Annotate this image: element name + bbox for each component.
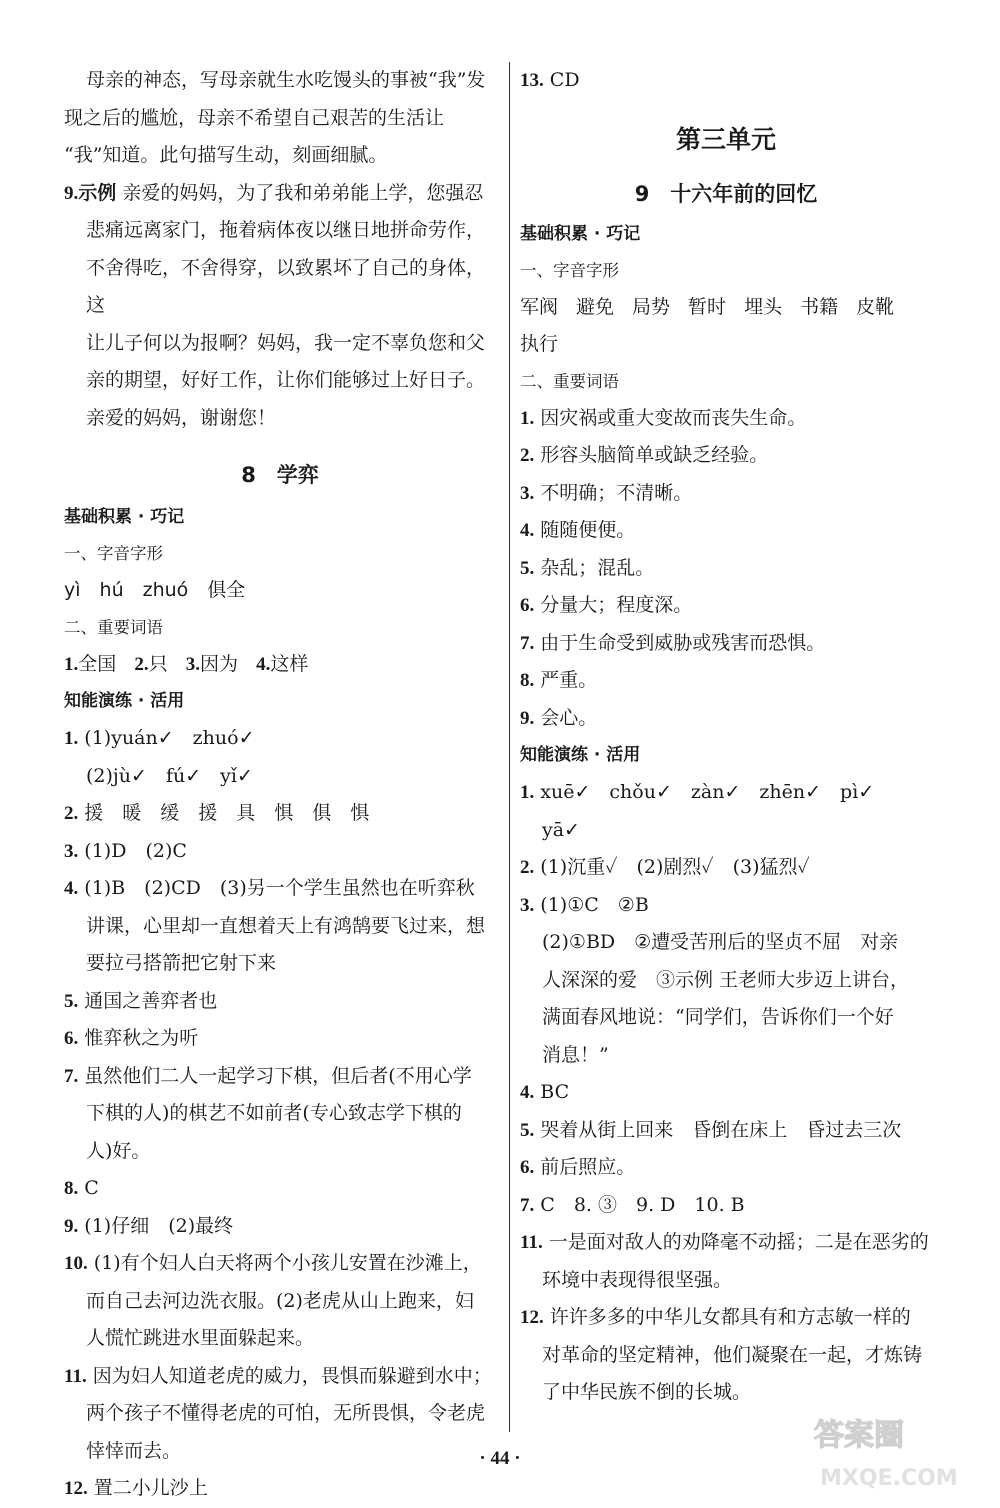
answer-text: 前后照应。 — [540, 1156, 636, 1178]
answer-line — [64, 1170, 496, 1208]
answer-line — [520, 812, 932, 850]
item-number: 2. — [520, 445, 535, 466]
word: 皮靴 — [856, 295, 895, 318]
left-column — [64, 62, 496, 1508]
answer-line: 亲爱的妈妈，谢谢您！ — [86, 406, 277, 429]
vocabulary-answers — [64, 646, 496, 684]
answer-text: (2)①BD ②遭受苦刑后的坚贞不屈 对亲 — [542, 931, 899, 953]
answer-text: 由于生命受到威胁或残害而恐惧。 — [540, 631, 826, 654]
item-number: 7. — [64, 1065, 79, 1087]
answer-line — [520, 437, 932, 475]
answer-text: 惟弈秋之为听 — [84, 1027, 199, 1049]
answer-text: 悻悻而去。 — [86, 1439, 182, 1462]
item-number: 7. — [520, 632, 535, 654]
column-divider — [509, 62, 510, 1432]
answer-text: 下棋的人)的棋艺不如前者(专心致志学下棋的 — [86, 1102, 462, 1124]
pinyin-answer: yì hú zhuó 俱全 — [64, 579, 246, 601]
answer-line — [64, 1020, 496, 1058]
answer-text: CD — [549, 69, 580, 91]
answer-line — [520, 887, 932, 925]
answer-text: 通国之善弈者也 — [84, 989, 218, 1012]
answer-cont-line: 现之后的尴尬，母亲不希望自己艰苦的生活让 — [64, 106, 445, 129]
answer-text: 环境中表现得很坚强。 — [542, 1268, 733, 1291]
answer-line — [64, 1283, 496, 1321]
answer-line — [64, 908, 496, 946]
word: 军阀 — [520, 295, 559, 318]
section-basic-heading: 基础积累 · 巧记 — [64, 507, 185, 527]
answer-line — [64, 1320, 496, 1358]
word: 书籍 — [800, 295, 839, 318]
answer-line — [520, 774, 932, 812]
answer-text: 因为妇人知道老虎的威力，畏惧而躲避到水中； — [92, 1364, 492, 1387]
answer-text: 严重。 — [540, 669, 598, 691]
answer-text: 了中华民族不倒的长城。 — [542, 1381, 752, 1403]
answer-line — [520, 1337, 932, 1375]
answer-line — [64, 720, 496, 758]
answer-line — [520, 1224, 932, 1262]
answer-text: 置二小儿沙上 — [93, 1477, 208, 1499]
answer-text: 一是面对敌人的劝降毫不动摇；二是在恶劣的 — [548, 1231, 929, 1253]
answer-text: 杂乱；混乱。 — [540, 556, 655, 579]
left-practice-list — [64, 720, 496, 1508]
word: 因为 — [200, 652, 239, 675]
watermark-logo — [806, 1411, 982, 1495]
answer-line — [520, 587, 932, 625]
item-number: 5. — [520, 1119, 535, 1141]
item-number: 8. — [64, 1178, 79, 1199]
item-number: 12. — [64, 1478, 88, 1499]
item-number: 3. — [520, 894, 535, 916]
answer-line — [520, 550, 932, 588]
answer-line — [64, 983, 496, 1021]
item-number: 11. — [520, 1232, 543, 1253]
item-number: 2. — [64, 803, 79, 824]
item-number: 11. — [64, 1365, 87, 1387]
answer-text: 会心。 — [540, 706, 598, 729]
item-number: 2. — [134, 653, 149, 675]
answer-text: (1)D (2)C — [84, 839, 187, 862]
answer-text: 哭着从街上回来 昏倒在床上 昏过去三次 — [540, 1118, 902, 1141]
item-number: 4. — [256, 653, 271, 675]
item-number: 3. — [64, 840, 79, 862]
subsection-vocabulary: 二、重要词语 — [520, 371, 619, 391]
subsection-vocabulary: 二、重要词语 — [64, 617, 163, 637]
answer-line — [520, 400, 932, 438]
unit-title: 第三单元 — [675, 124, 776, 154]
answer-text: (1)有个妇人白天将两个小孩儿安置在沙滩上， — [93, 1252, 482, 1274]
page-number: · 44 · — [479, 1448, 521, 1469]
answer-line — [64, 1133, 496, 1171]
answer-item-9 — [64, 175, 496, 213]
word: 局势 — [632, 295, 671, 318]
answer-line — [520, 475, 932, 513]
item-number: 6. — [520, 595, 535, 616]
answer-line — [520, 662, 932, 700]
answer-text: yā✓ — [542, 818, 580, 841]
answer-text: 形容头脑简单或缺乏经验。 — [540, 444, 769, 466]
answer-text: (2)jù✓ fú✓ yǐ✓ — [86, 764, 253, 787]
item-number: 9. — [64, 182, 79, 204]
right-column — [520, 62, 932, 1412]
answer-text: (1)①C ②B — [540, 893, 649, 916]
answer-text: 人深深的爱 ③示例 王老师大步迈上讲台， — [542, 968, 910, 991]
answer-line — [520, 962, 932, 1000]
answer-line — [64, 1470, 496, 1508]
section-practice-heading: 知能演练 · 活用 — [520, 745, 641, 765]
answer-text: C — [84, 1177, 99, 1199]
answer-line — [520, 1187, 932, 1225]
subsection-pronunciation: 一、字音字形 — [64, 544, 163, 563]
answer-text: 随随便便。 — [540, 519, 636, 541]
item-number: 3. — [520, 482, 535, 504]
answer-text: 许许多多的中华儿女都具有和方志敏一样的 — [549, 1306, 911, 1328]
word-list-cont: 执行 — [520, 333, 559, 355]
item-number: 8. — [520, 670, 535, 691]
answer-line: 亲的期望，好好工作，让你们能够过上好日子。 — [86, 369, 486, 391]
answer-text: 满面春风地说：“同学们，告诉你们一个好 — [542, 1006, 894, 1028]
answer-text: 虽然他们二人一起学习下棋，但后者(不用心学 — [84, 1064, 472, 1087]
answer-line — [64, 1208, 496, 1246]
answer-text: (1)yuán✓ zhuó✓ — [84, 727, 255, 749]
answer-text: (1)仔细 (2)最终 — [84, 1214, 234, 1237]
word-list — [520, 289, 932, 327]
word: 全国 — [78, 652, 117, 675]
answer-line — [64, 945, 496, 983]
answer-line — [64, 795, 496, 833]
answer-line — [520, 1149, 932, 1187]
answer-text: 不明确；不清晰。 — [540, 481, 693, 504]
answer-text: 讲课，心里却一直想着天上有鸿鹄要飞过来，想 — [86, 914, 486, 937]
lesson-8-title: 8 学弈 — [241, 463, 319, 487]
answer-cont-line: “我”知道。此句描写生动，刻画细腻。 — [64, 144, 388, 166]
item-number: 4. — [64, 878, 79, 899]
answer-text: (1)沉重✓ (2)剧烈✓ (3)猛烈✓ — [540, 856, 810, 878]
item-number: 6. — [64, 1028, 79, 1049]
answer-line — [520, 1262, 932, 1300]
item-number: 1. — [64, 728, 79, 749]
answer-text: xuē✓ chǒu✓ zàn✓ zhēn✓ pì✓ — [540, 781, 875, 803]
answer-line — [64, 1395, 496, 1433]
item-number: 4. — [520, 1082, 535, 1103]
example-label: 示例 — [78, 181, 117, 204]
answer-text: 亲爱的妈妈，为了我和弟弟能上学，您强忍 — [122, 181, 484, 204]
answer-text: 要拉弓搭箭把它射下来 — [86, 952, 277, 974]
item-number: 5. — [520, 557, 535, 579]
watermark-text: 答案圈 — [814, 1418, 904, 1453]
definition-list — [520, 400, 932, 738]
word: 埋头 — [744, 295, 783, 318]
answer-text: 而自己去河边洗衣服。(2)老虎从山上跑来，妇 — [86, 1289, 474, 1312]
answer-text: 对革命的坚定精神，他们凝聚在一起，才炼铸 — [542, 1343, 923, 1366]
answer-text: 因灾祸或重大变故而丧失生命。 — [540, 406, 807, 429]
answer-text: 分量大；程度深。 — [540, 594, 693, 616]
answer-cont-line: 母亲的神态，写母亲就生水吃馒头的事被“我”发 — [86, 69, 486, 91]
answer-line — [520, 1037, 932, 1075]
answer-text: 人慌忙跳进水里面躲起来。 — [86, 1327, 315, 1349]
word: 只 — [148, 652, 168, 675]
answer-text: 消息！” — [542, 1043, 609, 1066]
word: 暂时 — [688, 295, 727, 318]
answer-line: 悲痛远离家门，拖着病体夜以继日地拼命劳作， — [86, 219, 486, 241]
item-number: 7. — [520, 1194, 535, 1216]
answer-line: 不舍得吃，不舍得穿，以致累坏了自己的身体，这 — [86, 256, 486, 316]
item-number: 12. — [520, 1307, 544, 1328]
answer-line — [520, 700, 932, 738]
answer-text: C 8. ③ 9. D 10. B — [540, 1193, 745, 1216]
answer-text: BC — [540, 1081, 570, 1103]
answer-item-13 — [520, 62, 932, 100]
item-number: 9. — [64, 1215, 79, 1237]
answer-line: 让儿子何以为报啊？妈妈，我一定不辜负您和父 — [86, 331, 486, 354]
section-basic-heading: 基础积累 · 巧记 — [520, 223, 641, 244]
item-number: 1. — [520, 407, 535, 429]
item-number: 1. — [64, 653, 79, 675]
answer-text: (1)B (2)CD (3)另一个学生虽然也在听弈秋 — [84, 877, 475, 899]
answer-line — [64, 1058, 496, 1096]
answer-line — [520, 1299, 932, 1337]
answer-line — [64, 833, 496, 871]
item-number: 6. — [520, 1157, 535, 1178]
answer-text: 人)好。 — [86, 1139, 151, 1162]
answer-line — [64, 1358, 496, 1396]
item-number: 13. — [520, 70, 544, 91]
watermark-url: MXQE.COM — [820, 1466, 958, 1491]
answer-line — [520, 1112, 932, 1150]
lesson-9-title: 9 十六年前的回忆 — [634, 181, 818, 206]
section-practice-heading: 知能演练 · 活用 — [64, 691, 185, 711]
answer-line — [64, 1245, 496, 1283]
answer-line — [520, 1074, 932, 1112]
answer-text: 两个孩子不懂得老虎的可怕，无所畏惧，令老虎 — [86, 1402, 486, 1424]
answer-line — [520, 924, 932, 962]
word: 避免 — [576, 295, 615, 318]
right-practice-list — [520, 774, 932, 1412]
answer-line — [64, 758, 496, 796]
item-number: 5. — [64, 990, 79, 1012]
answer-line — [520, 1374, 932, 1412]
item-number: 4. — [520, 520, 535, 541]
item-number: 1. — [520, 782, 535, 803]
answer-line — [64, 870, 496, 908]
word: 这样 — [270, 652, 309, 675]
item-number: 10. — [64, 1253, 88, 1274]
answer-line — [520, 849, 932, 887]
item-number: 9. — [520, 707, 535, 729]
answer-line — [520, 625, 932, 663]
answer-text: 援 暖 缓 援 具 惧 俱 惧 — [84, 802, 370, 824]
answer-line — [64, 1095, 496, 1133]
item-number: 2. — [520, 857, 535, 878]
subsection-pronunciation: 一、字音字形 — [520, 260, 619, 280]
answer-line — [520, 999, 932, 1037]
answer-line — [520, 512, 932, 550]
item-number: 3. — [185, 653, 201, 675]
